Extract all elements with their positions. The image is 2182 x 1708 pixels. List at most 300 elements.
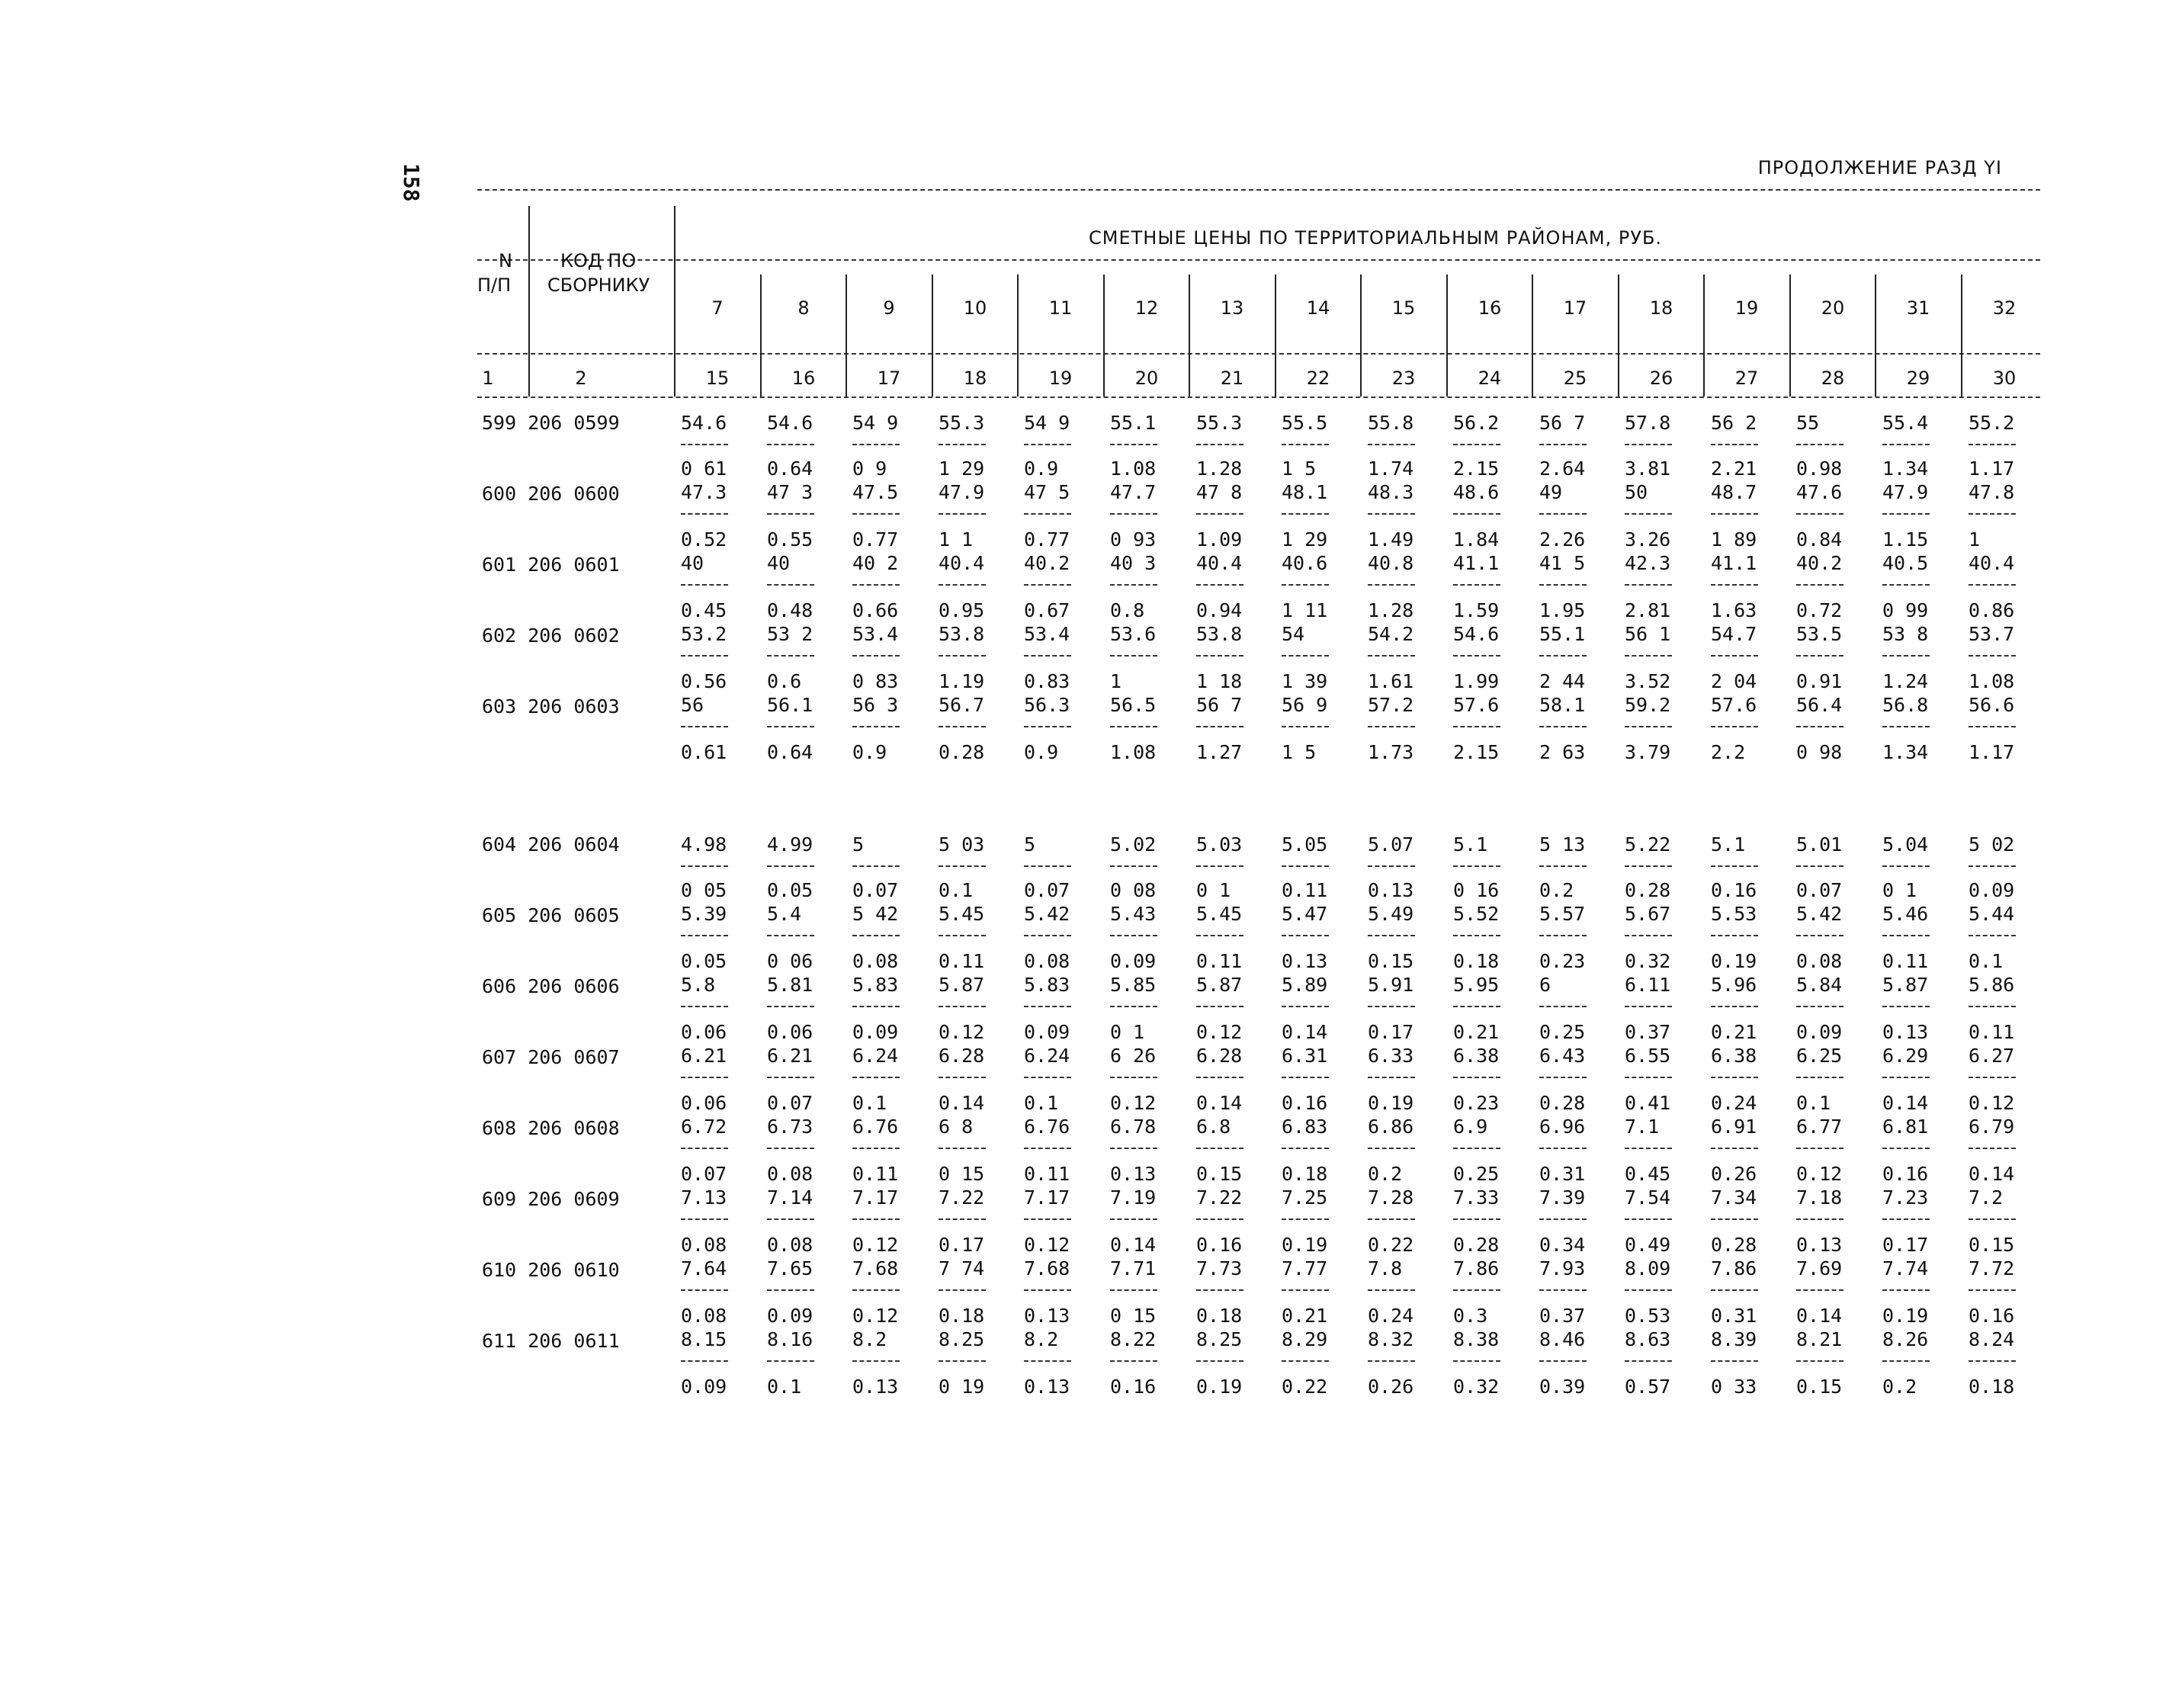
fraction-line <box>1196 1077 1243 1078</box>
fraction-line <box>1453 1360 1500 1362</box>
section-title: ПРОДОЛЖЕНИЕ РАЗД YI <box>1757 157 2002 178</box>
price-value: 5.45 <box>1196 903 1243 925</box>
fraction-line <box>1625 513 1672 515</box>
fraction-line <box>1625 1360 1672 1362</box>
row-code: 611 206 0611 <box>482 1330 620 1352</box>
price-value: 0.1 <box>1796 1092 1831 1114</box>
fraction-line <box>1110 513 1157 515</box>
fraction-line <box>1196 1360 1243 1362</box>
price-value: 6.33 <box>1368 1045 1414 1067</box>
price-value: 47.9 <box>939 481 985 503</box>
price-value: 56 <box>681 694 704 716</box>
price-value: 0.67 <box>1024 599 1070 621</box>
column-index: 15 <box>705 368 730 389</box>
column-index: 18 <box>963 368 987 389</box>
price-value: 0.13 <box>1024 1305 1070 1327</box>
price-value: 1 5 <box>1282 741 1317 763</box>
price-value: 56 9 <box>1282 694 1328 716</box>
district-number: 12 <box>1134 297 1159 319</box>
price-value: 8.2 <box>852 1328 887 1350</box>
price-value: 1.09 <box>1196 528 1243 551</box>
price-value: 6.28 <box>939 1045 985 1067</box>
fraction-line <box>1625 1006 1672 1007</box>
fraction-line <box>1539 1077 1587 1078</box>
fraction-line <box>852 1218 900 1220</box>
price-value: 0.28 <box>1625 879 1671 901</box>
fraction-line <box>1024 584 1071 586</box>
price-value: 0 1 <box>1882 879 1917 901</box>
fraction-line <box>1711 865 1758 867</box>
price-value: 54.7 <box>1711 623 1757 645</box>
price-value: 0.08 <box>767 1163 813 1185</box>
fraction-line <box>1110 655 1157 657</box>
fraction-line <box>681 865 728 867</box>
fraction-line <box>1711 935 1758 936</box>
price-value: 53.4 <box>1024 623 1070 645</box>
price-value: 53 2 <box>767 623 813 645</box>
price-value: 6.31 <box>1282 1045 1328 1067</box>
price-value: 6.28 <box>1196 1045 1243 1067</box>
column-index: 21 <box>1220 368 1244 389</box>
price-value: 0.77 <box>1024 528 1070 551</box>
fraction-line <box>681 513 728 515</box>
price-value: 54.2 <box>1368 623 1414 645</box>
price-value: 1.49 <box>1368 528 1414 551</box>
fraction-line <box>1969 1006 2016 1007</box>
fraction-line <box>1625 1289 1672 1291</box>
price-value: 1 <box>1969 528 1981 551</box>
price-value: 5.42 <box>1796 903 1843 925</box>
price-value: 7.73 <box>1196 1257 1243 1279</box>
price-value: 0.61 <box>681 741 727 763</box>
header-divider <box>528 206 530 396</box>
price-value: 0.06 <box>767 1021 813 1043</box>
fraction-line <box>1625 1077 1672 1078</box>
price-value: 55.3 <box>1196 412 1243 434</box>
fraction-line <box>1539 1289 1587 1291</box>
column-index: 1 <box>482 368 494 389</box>
price-value: 8.25 <box>1196 1328 1243 1350</box>
fraction-line <box>939 726 986 727</box>
price-value: 0.16 <box>1110 1376 1157 1398</box>
price-value: 55.3 <box>939 412 985 434</box>
fraction-line <box>1110 1077 1157 1078</box>
fraction-line <box>1368 513 1415 515</box>
price-value: 0.09 <box>1110 950 1157 972</box>
fraction-line <box>1796 935 1843 936</box>
fraction-line <box>1969 1218 2016 1220</box>
price-value: 0.23 <box>1453 1092 1500 1114</box>
price-value: 6.38 <box>1711 1045 1757 1067</box>
price-value: 49 <box>1539 481 1563 503</box>
district-number: 17 <box>1563 297 1587 319</box>
fraction-line <box>1453 584 1500 586</box>
price-value: 7.17 <box>852 1186 899 1209</box>
price-value: 8.09 <box>1625 1257 1671 1279</box>
price-value: 0.32 <box>1625 950 1671 972</box>
fraction-line <box>852 726 900 727</box>
price-value: 55.1 <box>1539 623 1586 645</box>
price-value: 0.15 <box>1796 1376 1843 1398</box>
fraction-line <box>1453 1148 1500 1149</box>
price-value: 0.14 <box>1110 1234 1157 1256</box>
price-value: 5.53 <box>1711 903 1757 925</box>
district-number: 7 <box>711 297 724 319</box>
price-value: 0.98 <box>1796 458 1843 480</box>
fraction-line <box>1882 726 1930 727</box>
price-value: 0 83 <box>852 670 899 692</box>
fraction-line <box>1711 444 1758 445</box>
price-value: 7.2 <box>1969 1186 2004 1209</box>
price-value: 0.37 <box>1625 1021 1671 1043</box>
price-value: 0.21 <box>1711 1021 1757 1043</box>
column-index: 23 <box>1391 368 1416 389</box>
price-value: 42.3 <box>1625 552 1671 574</box>
price-value: 2 04 <box>1711 670 1757 692</box>
row-code: 609 206 0609 <box>482 1188 620 1210</box>
price-value: 5.44 <box>1969 903 2015 925</box>
price-value: 7.22 <box>939 1186 985 1209</box>
price-value: 7.23 <box>1882 1186 1929 1209</box>
price-value: 6.73 <box>767 1116 813 1138</box>
price-value: 0.66 <box>852 599 899 621</box>
price-value: 0.06 <box>681 1092 727 1114</box>
price-value: 56 7 <box>1196 694 1243 716</box>
fraction-line <box>1024 935 1071 936</box>
price-value: 5.96 <box>1711 974 1757 996</box>
column-index: 22 <box>1306 368 1330 389</box>
fraction-line <box>1282 935 1329 936</box>
price-value: 0 15 <box>939 1163 985 1185</box>
fraction-line <box>1711 1289 1758 1291</box>
district-number: 20 <box>1821 297 1845 319</box>
price-value: 0.28 <box>939 741 985 763</box>
price-value: 0.86 <box>1969 599 2015 621</box>
fraction-line <box>681 726 728 727</box>
fraction-line <box>1625 584 1672 586</box>
price-value: 7.93 <box>1539 1257 1586 1279</box>
price-value: 1.61 <box>1368 670 1414 692</box>
fraction-line <box>1625 865 1672 867</box>
price-value: 55.4 <box>1882 412 1929 434</box>
price-value: 1 <box>1110 670 1122 692</box>
price-value: 5 03 <box>939 833 985 856</box>
price-value: 0.08 <box>681 1234 727 1256</box>
price-value: 0.17 <box>939 1234 985 1256</box>
price-value: 53.2 <box>681 623 727 645</box>
fraction-line <box>1110 1289 1157 1291</box>
price-value: 5.87 <box>1882 974 1929 996</box>
fraction-line <box>1368 655 1415 657</box>
price-value: 7 74 <box>939 1257 985 1279</box>
fraction-line <box>1969 1289 2016 1291</box>
column-index: 17 <box>877 368 901 389</box>
price-value: 0 99 <box>1882 599 1929 621</box>
column-index: 20 <box>1134 368 1159 389</box>
column-index: 28 <box>1821 368 1845 389</box>
price-value: 6 26 <box>1110 1045 1157 1067</box>
fraction-line <box>1196 655 1243 657</box>
price-value: 0.19 <box>1711 950 1757 972</box>
price-value: 41.1 <box>1453 552 1500 574</box>
fraction-line <box>1282 726 1329 727</box>
price-value: 8.63 <box>1625 1328 1671 1350</box>
price-value: 40.6 <box>1282 552 1328 574</box>
fraction-line <box>1110 1148 1157 1149</box>
price-value: 1.08 <box>1110 741 1157 763</box>
price-value: 0.12 <box>1969 1092 2015 1114</box>
fraction-line <box>1368 1218 1415 1220</box>
price-value: 40 3 <box>1110 552 1157 574</box>
price-value: 55.1 <box>1110 412 1157 434</box>
row-code: 610 206 0610 <box>482 1259 620 1281</box>
price-value: 1.27 <box>1196 741 1243 763</box>
price-value: 0.6 <box>767 670 802 692</box>
fraction-line <box>1196 444 1243 445</box>
price-value: 0.18 <box>1969 1376 2015 1398</box>
fraction-line <box>1368 726 1415 727</box>
price-value: 0.13 <box>1882 1021 1929 1043</box>
fraction-line <box>1024 1077 1071 1078</box>
price-value: 56 3 <box>852 694 899 716</box>
price-value: 0.25 <box>1539 1021 1586 1043</box>
fraction-line <box>1196 726 1243 727</box>
price-value: 0 9 <box>852 458 887 480</box>
price-value: 47 8 <box>1196 481 1243 503</box>
price-value: 0.19 <box>1882 1305 1929 1327</box>
fraction-line <box>1969 655 2016 657</box>
fraction-line <box>681 1360 728 1362</box>
price-value: 47 3 <box>767 481 813 503</box>
fraction-line <box>1196 865 1243 867</box>
column-index: 29 <box>1906 368 1930 389</box>
price-value: 0.08 <box>767 1234 813 1256</box>
price-value: 0.11 <box>939 950 985 972</box>
price-value: 6.96 <box>1539 1116 1586 1138</box>
price-value: 1.15 <box>1882 528 1929 551</box>
price-value: 7.86 <box>1453 1257 1500 1279</box>
price-value: 47 5 <box>1024 481 1070 503</box>
price-value: 6 <box>1539 974 1551 996</box>
fraction-line <box>767 1360 814 1362</box>
price-value: 0.24 <box>1368 1305 1414 1327</box>
district-number: 31 <box>1906 297 1930 319</box>
price-value: 53.5 <box>1796 623 1843 645</box>
price-value: 5.04 <box>1882 833 1929 856</box>
fraction-line <box>1625 935 1672 936</box>
price-value: 5.85 <box>1110 974 1157 996</box>
price-value: 0.08 <box>1024 950 1070 972</box>
price-value: 0.34 <box>1539 1234 1586 1256</box>
price-value: 0.15 <box>1196 1163 1243 1185</box>
price-value: 0.11 <box>1282 879 1328 901</box>
fraction-line <box>939 935 986 936</box>
row-code: 600 206 0600 <box>482 483 620 505</box>
price-value: 5.1 <box>1711 833 1746 856</box>
header-n-label: П/П <box>477 274 512 296</box>
price-value: 7.71 <box>1110 1257 1157 1279</box>
fraction-line <box>852 1289 900 1291</box>
fraction-line <box>1969 584 2016 586</box>
fraction-line <box>1969 726 2016 727</box>
price-value: 0.16 <box>1711 879 1757 901</box>
price-value: 1.84 <box>1453 528 1500 551</box>
price-value: 0.15 <box>1368 950 1414 972</box>
price-value: 0.19 <box>1282 1234 1328 1256</box>
price-value: 0.11 <box>1882 950 1929 972</box>
price-value: 7.86 <box>1711 1257 1757 1279</box>
fraction-line <box>1882 865 1930 867</box>
price-value: 5.49 <box>1368 903 1414 925</box>
fraction-line <box>1110 584 1157 586</box>
fraction-line <box>681 1289 728 1291</box>
price-value: 3.26 <box>1625 528 1671 551</box>
price-value: 0.16 <box>1196 1234 1243 1256</box>
fraction-line <box>939 1006 986 1007</box>
price-value: 0.84 <box>1796 528 1843 551</box>
fraction-line <box>681 584 728 586</box>
fraction-line <box>1282 513 1329 515</box>
row-code: 604 206 0604 <box>482 833 620 856</box>
fraction-line <box>852 584 900 586</box>
price-value: 6.91 <box>1711 1116 1757 1138</box>
price-value: 6.24 <box>852 1045 899 1067</box>
fraction-line <box>1539 1006 1587 1007</box>
fraction-line <box>1024 865 1071 867</box>
price-value: 1 18 <box>1196 670 1243 692</box>
fraction-line <box>1539 513 1587 515</box>
fraction-line <box>1196 1289 1243 1291</box>
header-code-label: СБОРНИКУ <box>547 274 650 296</box>
fraction-line <box>1539 935 1587 936</box>
fraction-line <box>1539 865 1587 867</box>
fraction-line <box>681 1077 728 1078</box>
row-code: 608 206 0608 <box>482 1117 620 1139</box>
price-value: 53.8 <box>939 623 985 645</box>
price-value: 0.13 <box>1796 1234 1843 1256</box>
price-value: 0.05 <box>681 950 727 972</box>
price-value: 0 33 <box>1711 1376 1757 1398</box>
price-value: 53 8 <box>1882 623 1929 645</box>
fraction-line <box>767 935 814 936</box>
district-number: 18 <box>1649 297 1673 319</box>
fraction-line <box>1110 444 1157 445</box>
fraction-line <box>1882 584 1930 586</box>
price-value: 0.12 <box>852 1305 899 1327</box>
header-rule <box>477 189 2040 191</box>
price-value: 40.2 <box>1024 552 1070 574</box>
fraction-line <box>1453 1077 1500 1078</box>
price-value: 0.12 <box>852 1234 899 1256</box>
price-value: 5.8 <box>681 974 716 996</box>
page-number: 158 <box>399 163 424 202</box>
price-value: 5.84 <box>1796 974 1843 996</box>
fraction-line <box>767 1006 814 1007</box>
header-prices-title: СМЕТНЫЕ ЦЕНЫ ПО ТЕРРИТОРИАЛЬНЫМ РАЙОНАМ, РУБ. <box>1089 227 1663 249</box>
price-value: 48.7 <box>1711 481 1757 503</box>
header-rule <box>477 259 2040 261</box>
price-value: 0.1 <box>1024 1092 1059 1114</box>
fraction-line <box>1024 1360 1071 1362</box>
fraction-line <box>1796 865 1843 867</box>
price-value: 0.32 <box>1453 1376 1500 1398</box>
price-value: 8.15 <box>681 1328 727 1350</box>
price-value: 1.28 <box>1196 458 1243 480</box>
fraction-line <box>1796 1218 1843 1220</box>
price-value: 0 19 <box>939 1376 985 1398</box>
fraction-line <box>1110 865 1157 867</box>
price-value: 6.29 <box>1882 1045 1929 1067</box>
price-value: 40.4 <box>1196 552 1243 574</box>
price-value: 0.2 <box>1539 879 1574 901</box>
price-value: 6.11 <box>1625 974 1671 996</box>
fraction-line <box>939 1077 986 1078</box>
fraction-line <box>1711 1218 1758 1220</box>
price-value: 41 5 <box>1539 552 1586 574</box>
price-value: 2.2 <box>1711 741 1746 763</box>
fraction-line <box>1453 444 1500 445</box>
price-value: 5.81 <box>767 974 813 996</box>
fraction-line <box>1368 1360 1415 1362</box>
price-value: 1.08 <box>1969 670 2015 692</box>
price-value: 40.8 <box>1368 552 1414 574</box>
price-value: 56 7 <box>1539 412 1586 434</box>
fraction-line <box>1969 1148 2016 1149</box>
price-value: 0.2 <box>1368 1163 1403 1185</box>
fraction-line <box>1969 1077 2016 1078</box>
price-value: 0 08 <box>1110 879 1157 901</box>
price-value: 0.22 <box>1368 1234 1414 1256</box>
price-value: 0.12 <box>1110 1092 1157 1114</box>
price-value: 59.2 <box>1625 694 1671 716</box>
price-value: 1.95 <box>1539 599 1586 621</box>
price-value: 1.34 <box>1882 458 1929 480</box>
fraction-line <box>852 444 900 445</box>
price-value: 54 <box>1282 623 1305 645</box>
fraction-line <box>1110 1006 1157 1007</box>
price-value: 0.57 <box>1625 1376 1671 1398</box>
fraction-line <box>767 1148 814 1149</box>
header-rule <box>477 353 2040 355</box>
price-value: 7.13 <box>681 1186 727 1209</box>
fraction-line <box>1368 584 1415 586</box>
price-value: 0.49 <box>1625 1234 1671 1256</box>
price-value: 0.09 <box>1024 1021 1070 1043</box>
price-value: 0.14 <box>1196 1092 1243 1114</box>
price-value: 47.3 <box>681 481 727 503</box>
price-value: 41.1 <box>1711 552 1757 574</box>
price-value: 8.39 <box>1711 1328 1757 1350</box>
price-value: 0.08 <box>852 950 899 972</box>
price-value: 7.33 <box>1453 1186 1500 1209</box>
row-code: 599 206 0599 <box>482 412 620 434</box>
price-value: 1 89 <box>1711 528 1757 551</box>
price-value: 3.52 <box>1625 670 1671 692</box>
price-value: 8.26 <box>1882 1328 1929 1350</box>
fraction-line <box>1539 1148 1587 1149</box>
price-value: 0.31 <box>1539 1163 1586 1185</box>
header-rule <box>477 396 2040 398</box>
fraction-line <box>1969 513 2016 515</box>
price-value: 7.68 <box>852 1257 899 1279</box>
price-value: 1 5 <box>1282 458 1317 480</box>
price-value: 40 <box>767 552 791 574</box>
fraction-line <box>1196 935 1243 936</box>
fraction-line <box>681 1218 728 1220</box>
price-value: 8.24 <box>1969 1328 2015 1350</box>
price-value: 0 15 <box>1110 1305 1157 1327</box>
price-value: 5.86 <box>1969 974 2015 996</box>
